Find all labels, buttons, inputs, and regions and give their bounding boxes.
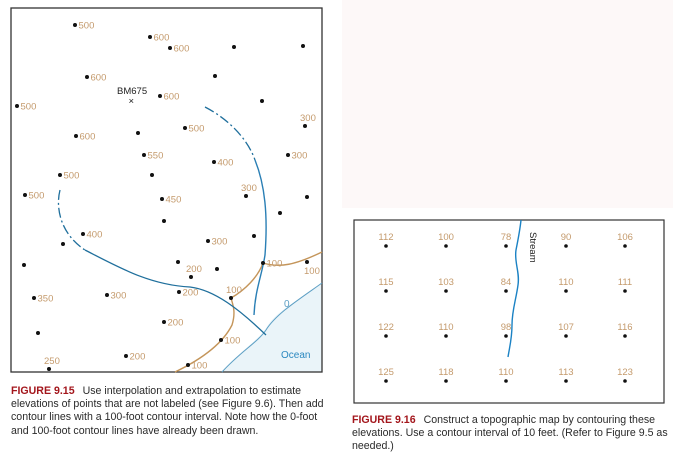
elevation-label: 450 xyxy=(165,194,182,206)
blue-contour-left-dashed xyxy=(58,190,85,250)
elevation-point xyxy=(150,173,154,177)
elevation-point xyxy=(241,183,257,198)
elevation-point xyxy=(44,356,60,371)
elevation-label: 600 xyxy=(173,43,190,55)
elevation-label: 110 xyxy=(498,367,514,378)
elevation-label: 84 xyxy=(500,277,512,288)
elevation-label: 113 xyxy=(558,367,574,378)
elevation-point xyxy=(160,195,181,206)
elevation-point xyxy=(168,44,189,55)
elevation-label: 600 xyxy=(90,72,107,84)
elevation-label: 600 xyxy=(163,91,180,103)
elevation-label: 106 xyxy=(617,232,633,243)
elevation-label: 116 xyxy=(617,322,633,333)
elevation-label: 500 xyxy=(63,170,80,182)
elevation-point xyxy=(260,99,264,103)
stream-label: Stream xyxy=(527,232,538,263)
zero-contour-label: 0 xyxy=(284,299,290,310)
elevation-label: 250 xyxy=(44,356,60,367)
elevation-point xyxy=(36,331,40,335)
elevation-point xyxy=(186,264,202,279)
elevation-label: 118 xyxy=(438,367,454,378)
elevation-label: 200 xyxy=(167,317,184,329)
elevation-point xyxy=(186,361,207,372)
elevation-label: 200 xyxy=(129,351,146,363)
elevation-point xyxy=(158,92,179,103)
elevation-point xyxy=(219,336,240,347)
elevation-label: 300 xyxy=(110,290,127,302)
benchmark-x-icon: × xyxy=(128,96,135,107)
blue-contour-right-dashed xyxy=(205,107,255,160)
benchmark-label: BM675 xyxy=(117,86,148,97)
elevation-label: 500 xyxy=(78,20,95,32)
elevation-point xyxy=(278,211,282,215)
elevation-label: 122 xyxy=(378,322,394,333)
elevation-point xyxy=(304,260,320,277)
elevation-label: 300 xyxy=(241,183,257,194)
elevation-point xyxy=(213,74,217,78)
elevation-label: 78 xyxy=(500,232,512,243)
elevation-point xyxy=(177,288,198,299)
elevation-label: 500 xyxy=(28,190,45,202)
elevation-point xyxy=(162,219,166,223)
elevation-label: 600 xyxy=(79,131,96,143)
elevation-point xyxy=(74,132,95,143)
elevation-label: 100 xyxy=(438,232,454,243)
elevation-point xyxy=(124,352,145,363)
elevation-point xyxy=(148,33,169,44)
elevation-point xyxy=(300,113,316,128)
elevation-point xyxy=(183,124,204,135)
elevation-label: 103 xyxy=(438,277,454,288)
elevation-label: 111 xyxy=(617,277,633,288)
elevation-point xyxy=(142,151,163,162)
elevation-label: 115 xyxy=(378,277,394,288)
figure-9-16-text: Construct a topographic map by contouring these elevations. Use a contour interval of 10 feet. (Refer to Figure 9.5 as needed.) xyxy=(352,414,668,453)
elevation-label: 300 xyxy=(291,150,308,162)
elevation-label: 112 xyxy=(378,232,394,243)
elevation-point xyxy=(226,285,242,300)
elevation-label: 90 xyxy=(560,232,572,243)
elevation-point xyxy=(73,21,94,32)
elevation-label: 500 xyxy=(20,101,37,113)
elevation-label: 350 xyxy=(37,293,54,305)
elevation-point xyxy=(22,263,26,267)
elevation-point xyxy=(301,44,305,48)
elevation-point xyxy=(176,260,180,264)
elevation-label: 100 xyxy=(266,258,283,270)
elevation-label: 98 xyxy=(500,322,512,333)
elevation-point xyxy=(61,242,65,246)
elevation-label: 110 xyxy=(558,277,574,288)
elevation-point xyxy=(206,237,227,248)
elevation-label: 500 xyxy=(188,123,205,135)
elevation-label: 300 xyxy=(300,113,316,124)
elevation-label: 200 xyxy=(182,287,199,299)
elevation-label: 400 xyxy=(217,157,234,169)
elevation-point xyxy=(232,45,236,49)
elevation-label: 100 xyxy=(224,335,241,347)
elevation-point xyxy=(105,291,126,302)
elevation-point xyxy=(286,151,307,162)
figure-9-15-caption xyxy=(11,385,333,438)
elevation-point xyxy=(81,230,102,241)
elevation-point xyxy=(162,318,183,329)
figure-9-16-map xyxy=(354,220,664,403)
elevation-point xyxy=(32,294,53,305)
elevation-point xyxy=(215,267,219,271)
elevation-point xyxy=(23,191,44,202)
elevation-point xyxy=(58,171,79,182)
elevation-label: 100 xyxy=(191,360,208,372)
elevation-point xyxy=(15,102,36,113)
elevation-label: 300 xyxy=(211,236,228,248)
elevation-label: 100 xyxy=(304,266,320,277)
figure-9-16-caption xyxy=(352,414,668,454)
elevation-label: 123 xyxy=(617,367,633,378)
elevation-point xyxy=(252,234,256,238)
elevation-point xyxy=(136,131,140,135)
elevation-label: 110 xyxy=(438,322,454,333)
elevation-point xyxy=(85,73,106,84)
elevation-label: 550 xyxy=(147,150,164,162)
elevation-label: 100 xyxy=(226,285,242,296)
figure-9-15-map xyxy=(11,8,322,372)
elevation-label: 107 xyxy=(558,322,574,333)
elevation-label: 125 xyxy=(378,367,394,378)
elevation-label: 400 xyxy=(86,229,103,241)
elevation-point xyxy=(212,158,233,169)
figure-9-15-label: FIGURE 9.15 xyxy=(11,385,75,397)
elevation-label: 600 xyxy=(153,32,170,44)
elevation-label: 200 xyxy=(186,264,202,275)
figure-9-16-label: FIGURE 9.16 xyxy=(352,414,416,426)
figure-9-15-text: Use interpolation and extrapolation to estimate elevations of points that are not labeled (see Figure 9.6). Then add contour lines with a 100-foot contour interval. Note how the 0-foot and 100-foot contour lines have already been drawn. xyxy=(11,385,324,437)
ocean-label: Ocean xyxy=(281,350,311,361)
elevation-point xyxy=(305,195,309,199)
